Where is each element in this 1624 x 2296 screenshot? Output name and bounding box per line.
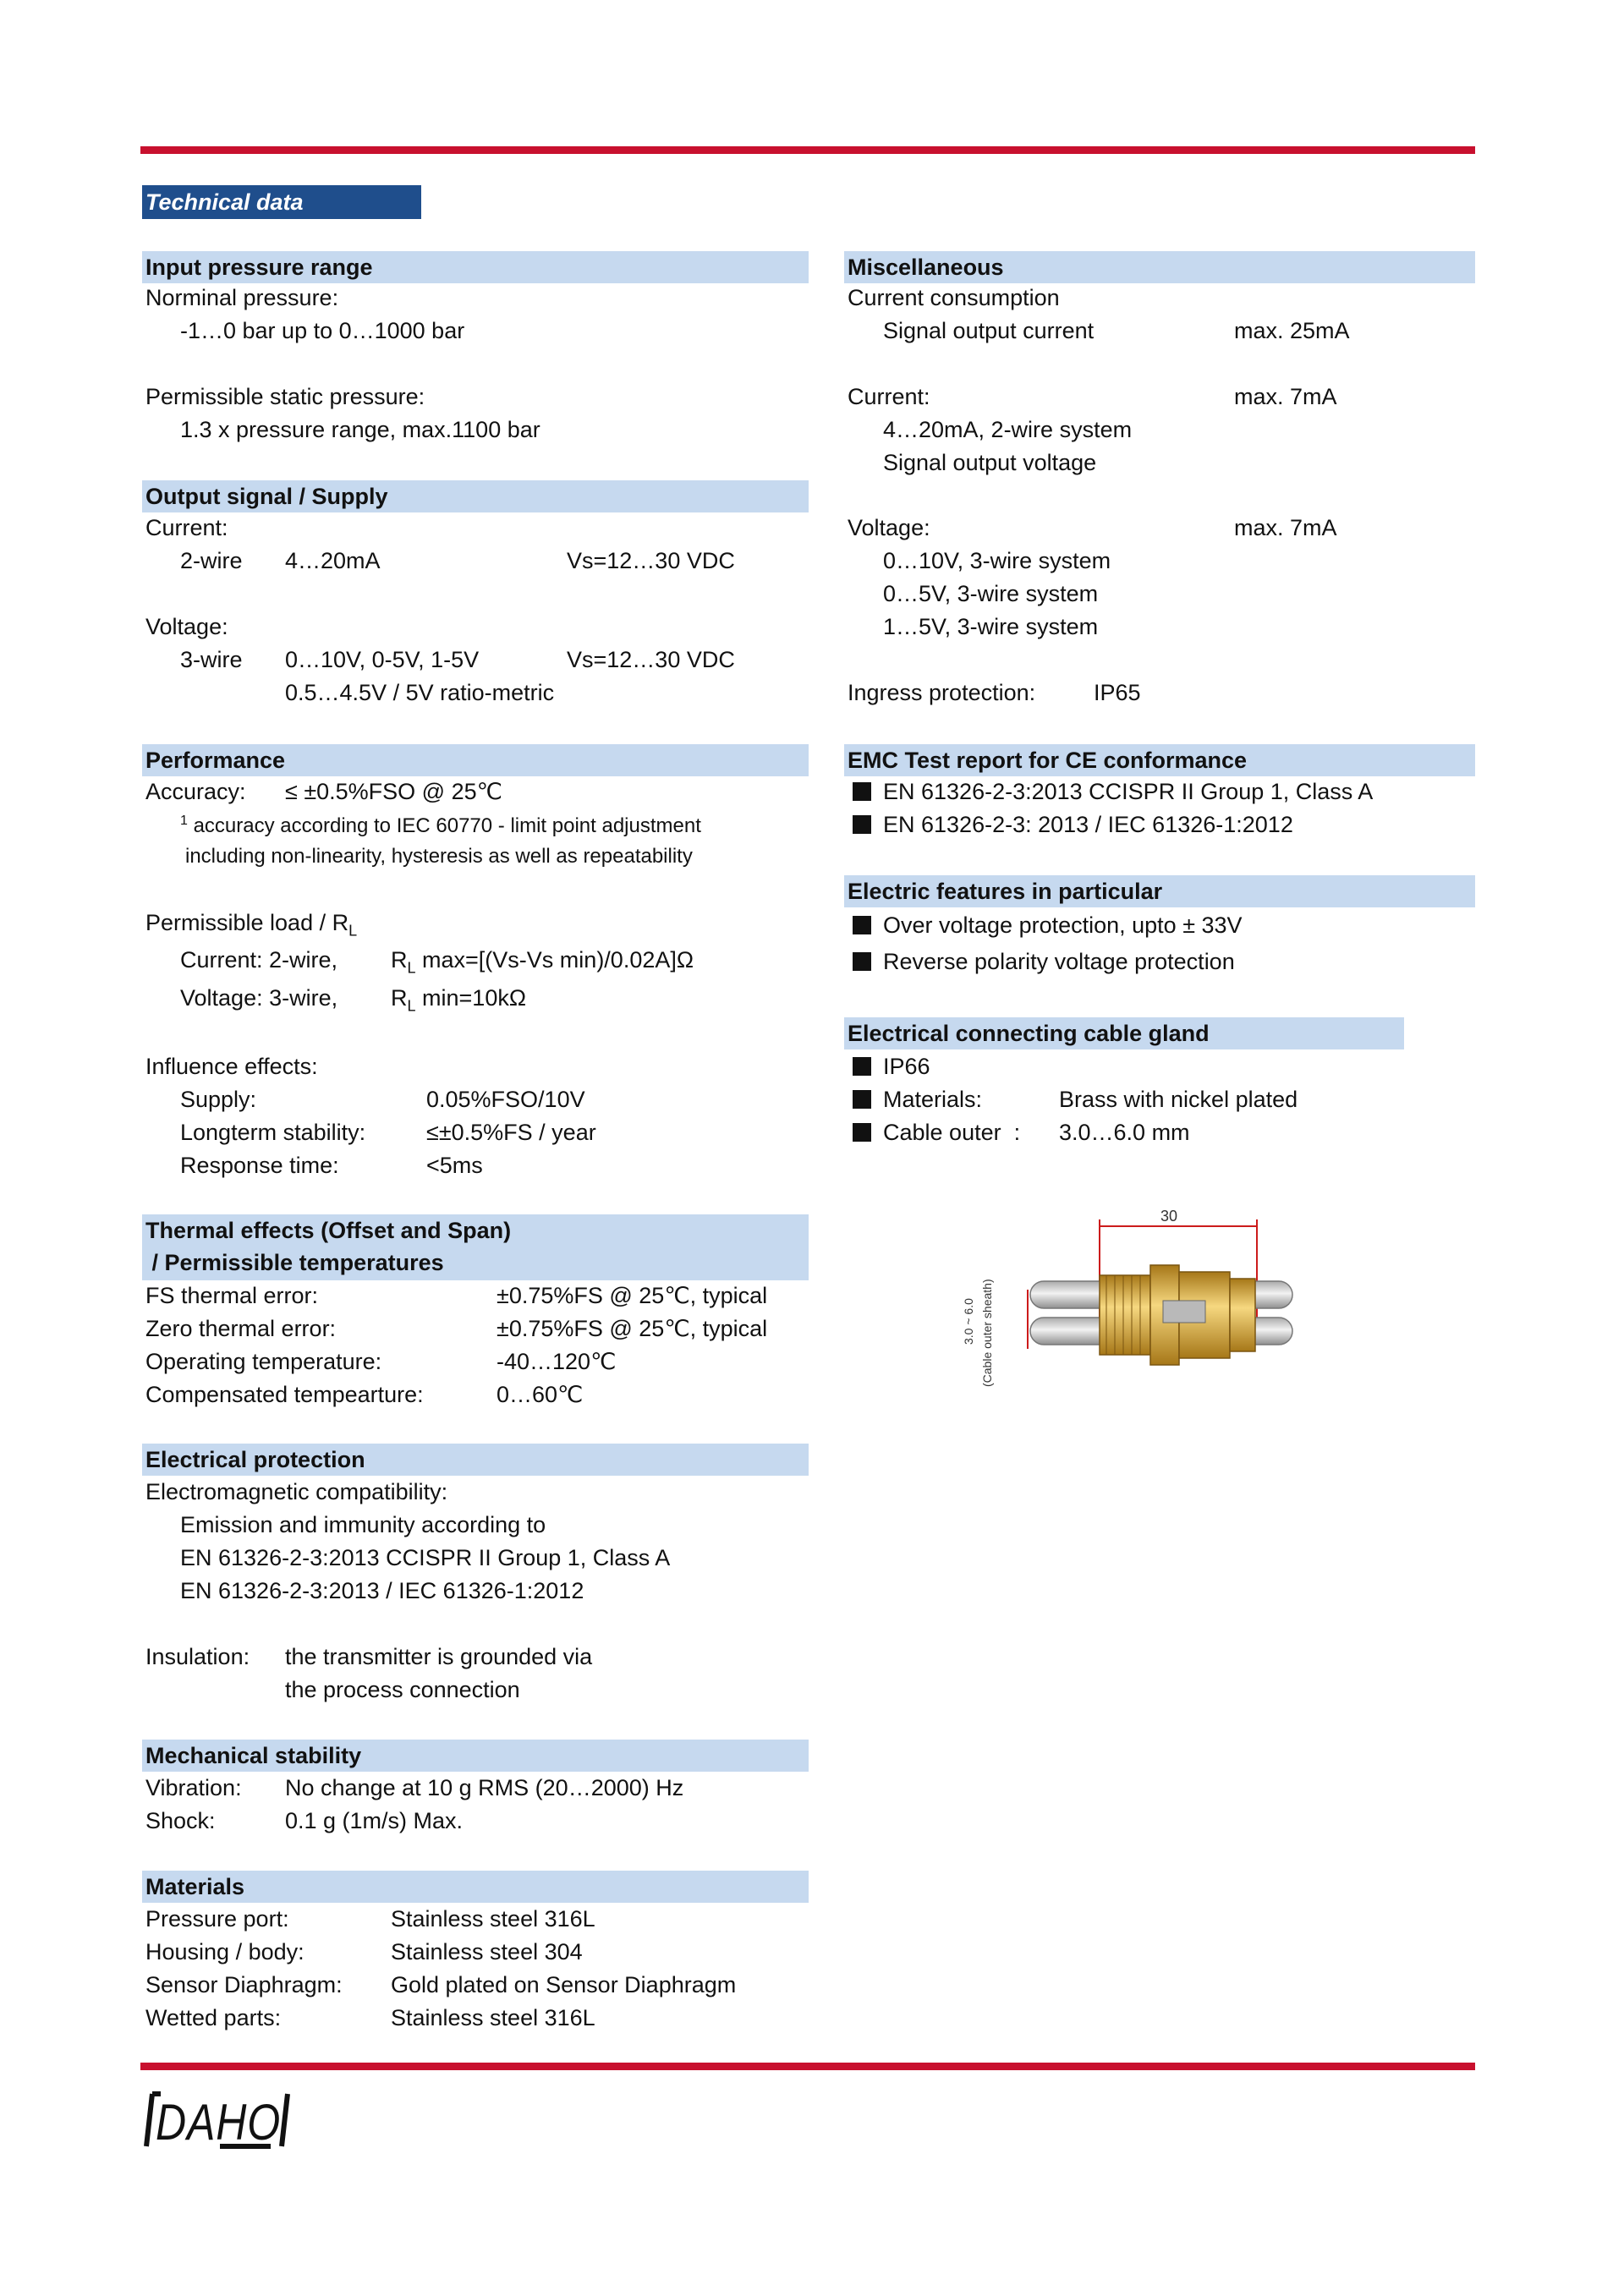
output-voltage-label: Voltage: <box>145 614 228 639</box>
consumption-label: Current consumption <box>848 285 1060 310</box>
bullet-square-icon <box>853 815 871 834</box>
emc-line: EN 61326-2-3:2013 / IEC 61326-1:2012 <box>180 1578 584 1603</box>
output-supply-heading: Output signal / Supply <box>142 480 809 512</box>
load-current-label: Current: 2-wire, <box>180 947 338 973</box>
gland-cable-label: Cable outer : <box>883 1120 1021 1145</box>
shock-value: 0.1 g (1m/s) Max. <box>285 1808 464 1833</box>
misc-current-line-2: Signal output voltage <box>883 450 1097 475</box>
cable-gland-drawing <box>947 1201 1320 1404</box>
response-value: <5ms <box>426 1153 483 1178</box>
output-voltage-supply: Vs=12…30 VDC <box>567 647 735 672</box>
bullet-square-icon <box>853 1090 871 1109</box>
insulation-label: Insulation: <box>145 1644 250 1669</box>
thermal-row-label: Operating temperature: <box>145 1349 382 1374</box>
accuracy-value: ≤ ±0.5%FSO @ 25℃ <box>285 779 502 804</box>
gland-materials-value: Brass with nickel plated <box>1059 1087 1298 1112</box>
materials-heading: Materials <box>142 1871 809 1903</box>
thermal-row-label: Compensated tempearture: <box>145 1382 424 1407</box>
misc-current-value: max. 7mA <box>1234 384 1337 409</box>
ingress-label: Ingress protection: <box>848 680 1036 705</box>
load-voltage-label: Voltage: 3-wire, <box>180 985 338 1011</box>
gland-ip-item <box>853 1054 930 1080</box>
permissible-load-label <box>145 910 357 940</box>
gland-seal-insert <box>1163 1301 1205 1323</box>
vibration-label: Vibration: <box>145 1775 242 1800</box>
gland-cable-item <box>853 1120 1020 1146</box>
load-current-formula: max=[(Vs-Vs min)/0.02A]Ω <box>422 947 694 973</box>
thermal-heading-line-1: Thermal effects (Offset and Span) <box>145 1218 512 1243</box>
feature-item <box>853 949 1235 975</box>
output-voltage-wire: 3-wire <box>180 647 243 672</box>
response-label: Response time: <box>180 1153 339 1178</box>
dimension-top-label: 30 <box>1160 1208 1178 1225</box>
misc-current-label: Current: <box>848 384 930 409</box>
misc-voltage-line: 0…10V, 3-wire system <box>883 548 1111 573</box>
load-voltage-r: R <box>391 985 408 1011</box>
accuracy-label: Accuracy: <box>145 779 246 804</box>
materials-row-value: Stainless steel 316L <box>391 1906 595 1932</box>
thermal-row-value: -40…120℃ <box>497 1349 617 1374</box>
output-current-wire: 2-wire <box>180 548 243 573</box>
supply-label: Supply: <box>180 1087 257 1112</box>
logo-text: DAHO <box>156 2094 281 2151</box>
gland-cable-value: 3.0…6.0 mm <box>1059 1120 1190 1145</box>
nominal-pressure-label: Norminal pressure: <box>145 285 339 310</box>
static-pressure-label: Permissible static pressure: <box>145 384 425 409</box>
daho-logo <box>144 2087 296 2155</box>
thermal-heading <box>142 1214 809 1280</box>
signal-current-label: Signal output current <box>883 318 1095 343</box>
bullet-square-icon <box>853 1057 871 1076</box>
load-current-value <box>391 947 694 977</box>
bullet-square-icon <box>853 782 871 801</box>
emc-item <box>853 779 1373 805</box>
section-title: Technical data <box>142 185 421 219</box>
output-current-signal: 4…20mA <box>285 548 381 573</box>
thermal-row-value: 0…60℃ <box>497 1382 584 1407</box>
gland-materials-label: Materials: <box>883 1087 983 1112</box>
cable-gland-heading: Electrical connecting cable gland <box>844 1017 1404 1049</box>
side-dimension-caption: (Cable outer sheath) <box>980 1279 994 1387</box>
longterm-value: ≤±0.5%FS / year <box>426 1120 596 1145</box>
vibration-value: No change at 10 g RMS (20…2000) Hz <box>285 1775 684 1800</box>
misc-voltage-line: 0…5V, 3-wire system <box>883 581 1099 606</box>
materials-row-value: Gold plated on Sensor Diaphragm <box>391 1972 737 1997</box>
shock-label: Shock: <box>145 1808 216 1833</box>
emc-label: Electromagnetic compatibility: <box>145 1479 448 1504</box>
materials-row-value: Stainless steel 316L <box>391 2005 595 2030</box>
static-pressure-value: 1.3 x pressure range, max.1100 bar <box>180 417 540 442</box>
emc-item-text: EN 61326-2-3:2013 CCISPR II Group 1, Class A <box>883 779 1374 804</box>
insulation-line-1: the transmitter is grounded via <box>285 1644 593 1669</box>
load-voltage-formula: min=10kΩ <box>422 985 527 1011</box>
insulation-line-2: the process connection <box>285 1677 520 1702</box>
misc-voltage-value: max. 7mA <box>1234 515 1337 540</box>
materials-row-label: Housing / body: <box>145 1939 304 1964</box>
emc-line: Emission and immunity according to <box>180 1512 546 1537</box>
load-current-r: R <box>391 947 408 973</box>
feature-item-text: Over voltage protection, upto ± 33V <box>883 912 1243 938</box>
thermal-row-value: ±0.75%FS @ 25℃, typical <box>497 1316 768 1341</box>
bullet-square-icon <box>853 916 871 934</box>
gland-thread <box>1100 1275 1150 1355</box>
materials-row-value: Stainless steel 304 <box>391 1939 583 1964</box>
materials-row-label: Pressure port: <box>145 1906 289 1932</box>
load-label-sub: L <box>348 922 358 940</box>
footnote-mark: 1 <box>180 814 188 828</box>
materials-row-label: Wetted parts: <box>145 2005 282 2030</box>
gland-ip-text: IP66 <box>883 1054 930 1079</box>
longterm-label: Longterm stability: <box>180 1120 366 1145</box>
emc-item-text: EN 61326-2-3: 2013 / IEC 61326-1:2012 <box>883 812 1293 837</box>
gland-dome <box>1230 1279 1255 1351</box>
emc-line: EN 61326-2-3:2013 CCISPR II Group 1, Class A <box>180 1545 671 1570</box>
feature-item <box>853 912 1243 939</box>
electrical-protection-heading: Electrical protection <box>142 1444 809 1476</box>
output-voltage-signal: 0…10V, 0-5V, 1-5V <box>285 647 480 672</box>
bottom-divider <box>140 2063 1475 2070</box>
side-dimension-label: 3.0 ~ 6.0 <box>962 1298 975 1345</box>
output-current-supply: Vs=12…30 VDC <box>567 548 735 573</box>
output-voltage-ratiometric: 0.5…4.5V / 5V ratio-metric <box>285 680 555 705</box>
misc-voltage-label: Voltage: <box>848 515 930 540</box>
gland-materials-item <box>853 1087 982 1113</box>
thermal-row-label: Zero thermal error: <box>145 1316 337 1341</box>
emc-heading: EMC Test report for CE conformance <box>844 744 1475 776</box>
performance-heading: Performance <box>142 744 809 776</box>
mechanical-heading: Mechanical stability <box>142 1740 809 1772</box>
thermal-row-value: ±0.75%FS @ 25℃, typical <box>497 1283 768 1308</box>
input-pressure-heading: Input pressure range <box>142 251 809 283</box>
load-voltage-value <box>391 985 526 1015</box>
load-label-text: Permissible load / R <box>145 910 349 935</box>
load-current-sub: L <box>407 959 416 977</box>
thermal-row-label: FS thermal error: <box>145 1283 319 1308</box>
logo-bracket-right <box>282 2094 288 2146</box>
bullet-square-icon <box>853 1123 871 1142</box>
output-current-label: Current: <box>145 515 228 540</box>
bullet-square-icon <box>853 952 871 971</box>
supply-value: 0.05%FSO/10V <box>426 1087 585 1112</box>
footnote-line-2: including non-linearity, hysteresis as well as repeatability <box>185 845 693 868</box>
feature-item-text: Reverse polarity voltage protection <box>883 949 1235 974</box>
materials-row-label: Sensor Diaphragm: <box>145 1972 343 1997</box>
ingress-value: IP65 <box>1094 680 1141 705</box>
emc-item <box>853 812 1293 838</box>
load-voltage-sub: L <box>407 997 416 1015</box>
misc-voltage-line: 1…5V, 3-wire system <box>883 614 1099 639</box>
thermal-heading-line-2: / Permissible temperatures <box>145 1250 444 1275</box>
logo-bracket-left <box>146 2094 152 2146</box>
misc-current-line-1: 4…20mA, 2-wire system <box>883 417 1133 442</box>
influence-label: Influence effects: <box>145 1054 318 1079</box>
top-divider <box>140 146 1475 154</box>
nominal-pressure-value: -1…0 bar up to 0…1000 bar <box>180 318 465 343</box>
electric-features-heading: Electric features in particular <box>844 875 1475 907</box>
accuracy-footnote <box>180 814 701 838</box>
footnote-line-1: accuracy according to IEC 60770 - limit point adjustment <box>193 814 701 837</box>
signal-current-value: max. 25mA <box>1234 318 1350 343</box>
misc-heading: Miscellaneous <box>844 251 1475 283</box>
